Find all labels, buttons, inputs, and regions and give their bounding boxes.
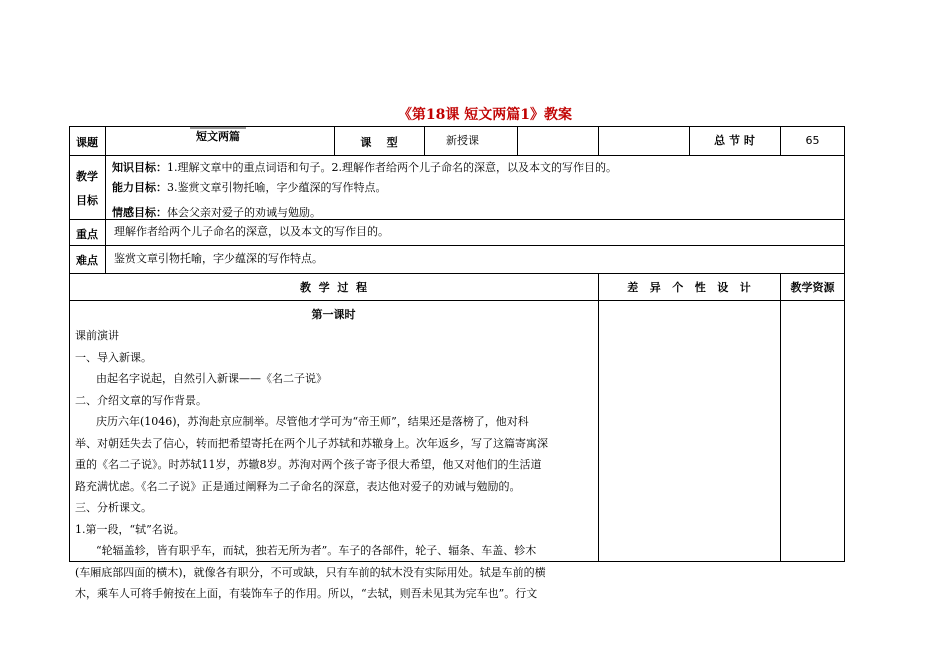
ability-objective-text: 3.鉴赏文章引物托喻，字少蕴深的写作特点。 [167, 181, 387, 194]
objectives-label-2: 目标 [76, 194, 98, 207]
difficulty-label: 难点 [76, 254, 98, 267]
document-title: 《第18课 短文两篇1》教案 [397, 107, 573, 123]
resources-header: 教学资源 [790, 281, 835, 294]
row-divider [69, 273, 845, 274]
content-line: “轮辐盖轸，皆有职乎车，而轼，独若无所为者”。车子的各部件，轮子、辐条、车盖、轸木 [75, 544, 537, 557]
content-line: 课前演讲 [75, 329, 119, 342]
emotion-objective-label: 情感目标： [112, 206, 167, 219]
col-divider [780, 273, 781, 562]
col-divider [598, 126, 599, 155]
ability-objective [112, 180, 387, 195]
knowledge-objective-text: 1.理解文章中的重点词语和句子。2.理解作者给两个儿子命名的深意，以及本文的写作目的。 [167, 161, 617, 174]
content-line: 路充满忧虑。《名二子说》正是通过阐释为二子命名的深意，表达他对爱子的劝诫与勉励的。 [75, 479, 521, 493]
row-divider [69, 155, 845, 156]
content-line: 由起名字说起，自然引入新课——《名二子说》 [75, 372, 327, 385]
type-value: 新授课 [446, 134, 479, 147]
key-point-text: 理解作者给两个儿子命名的深意，以及本文的写作目的。 [114, 225, 389, 238]
content-line: 1.第一段，“轼”名说。 [75, 522, 185, 536]
content-line: 举、对朝廷失去了信心，转而把希望寄托在两个儿子苏轼和苏辙身上。次年返乡，写了这篇寄寓深 [75, 436, 548, 450]
emotion-objective [112, 205, 321, 220]
knowledge-objective [112, 160, 617, 175]
content-line: 重的《名二子说》。时苏轼11岁，苏辙8岁。苏洵对两个孩子寄予很大希望，他又对他们的生活道 [75, 458, 542, 471]
col-divider [424, 126, 425, 155]
ability-objective-label: 能力目标： [112, 181, 167, 194]
row-divider [69, 245, 845, 246]
topic-value: 短文两篇 [190, 127, 246, 144]
content-line: 三、分析课文。 [75, 501, 152, 514]
design-header: 差 异 个 性 设 计 [627, 281, 751, 294]
total-value: 65 [805, 134, 820, 147]
content-line: 二、介绍文章的写作背景。 [75, 393, 207, 407]
knowledge-objective-label: 知识目标： [112, 161, 167, 174]
type-label: 课 型 [360, 136, 398, 149]
row-divider [69, 300, 845, 301]
process-header: 教 学 过 程 [300, 281, 367, 294]
content-line: 庆历六年(1046)，苏洵赴京应制举。尽管他才学可为“帝王师”，结果还是落榜了，他对科 [75, 415, 529, 428]
col-divider [598, 273, 599, 562]
content-line: (车厢底部四面的横木)，就像各有职分，不可或缺，只有车前的轼木没有实际用处。轼是车前的横 [75, 565, 546, 579]
col-divider [105, 126, 106, 273]
total-label: 总 节 时 [714, 134, 755, 147]
lesson-heading: 第一课时 [311, 308, 356, 321]
col-divider [517, 126, 518, 155]
content-line: 木，乘车人可将手俯按在上面，有装饰车子的作用。所以，“去轼，则吾未见其为完车也”。行文 [75, 587, 538, 600]
topic-label: 课题 [76, 136, 98, 149]
emotion-objective-text: 体会父亲对爱子的劝诫与勉励。 [167, 206, 321, 219]
key-point-label: 重点 [76, 228, 98, 241]
content-line: 一、导入新课。 [75, 350, 152, 364]
objectives-label-1: 教学 [76, 170, 98, 183]
difficulty-text: 鉴赏文章引物托喻，字少蕴深的写作特点。 [114, 252, 323, 265]
